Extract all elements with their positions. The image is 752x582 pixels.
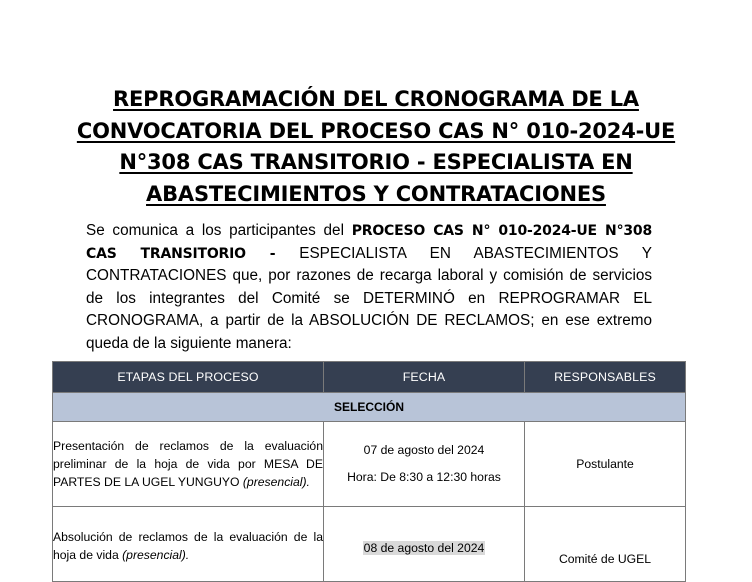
intro-paragraph <box>86 220 652 356</box>
date-value: 07 de agosto del 2024 <box>363 443 485 457</box>
stage-cell: Absolución de reclamos de la evaluación de la hoja de vida (presencial). <box>53 507 324 582</box>
date-cell <box>324 422 525 507</box>
title-line-2: CONVOCATORIA DEL PROCESO CAS N° 010-2024-UE <box>76 118 676 143</box>
document-title <box>40 84 712 210</box>
header-date: FECHA <box>324 362 525 393</box>
section-label: SELECCIÓN <box>53 393 686 422</box>
intro-line-6: queda de la siguiente manera: <box>86 334 292 352</box>
intro-line-2: CAS TRANSITORIO - ESPECIALISTA EN ABASTECIMIENTOS Y <box>86 244 652 262</box>
intro-line-1: Se comunica a los participantes del PROCESO CAS N° 010-2024-UE N°308 <box>86 222 653 239</box>
title-line-3: N°308 CAS TRANSITORIO - ESPECIALISTA EN <box>119 150 633 174</box>
title-line-4: ABASTECIMIENTOS Y CONTRATACIONES <box>146 181 606 206</box>
responsible-cell: Postulante <box>525 422 686 507</box>
responsible-cell: Comité de UGEL <box>525 507 686 582</box>
date-value: 08 de agosto del 2024 <box>363 540 485 555</box>
header-responsible: RESPONSABLES <box>525 362 686 393</box>
header-stage: ETAPAS DEL PROCESO <box>53 362 324 393</box>
intro-line-5: CRONOGRAMA, a partir de la ABSOLUCIÓN DE RECLAMOS; en ese extremo <box>86 312 652 330</box>
process-type: CAS TRANSITORIO - <box>86 245 300 262</box>
table-row <box>53 422 686 507</box>
stage-cell: Presentación de reclamos de la evaluación preliminar de la hoja de vida por MESA DE PARTES DE LA UGEL YUNGUYO (presencial). <box>53 422 324 507</box>
schedule-table <box>52 361 686 582</box>
date-cell <box>324 507 525 582</box>
title-line-1: REPROGRAMACIÓN DEL CRONOGRAMA DE LA <box>113 87 639 111</box>
table-row <box>53 507 686 582</box>
process-name: PROCESO CAS N° 010-2024-UE N°308 <box>351 223 653 239</box>
intro-line-3: CONTRATACIONES que, por razones de recarga laboral y comisión de servicios <box>86 267 652 285</box>
time-value: Hora: De 8:30 a 12:30 horas <box>347 470 501 484</box>
section-row <box>53 393 686 422</box>
intro-line-4: de los integrantes del Comité se DETERMINÓ en REPROGRAMAR EL <box>86 289 652 307</box>
table-header-row <box>53 362 686 393</box>
